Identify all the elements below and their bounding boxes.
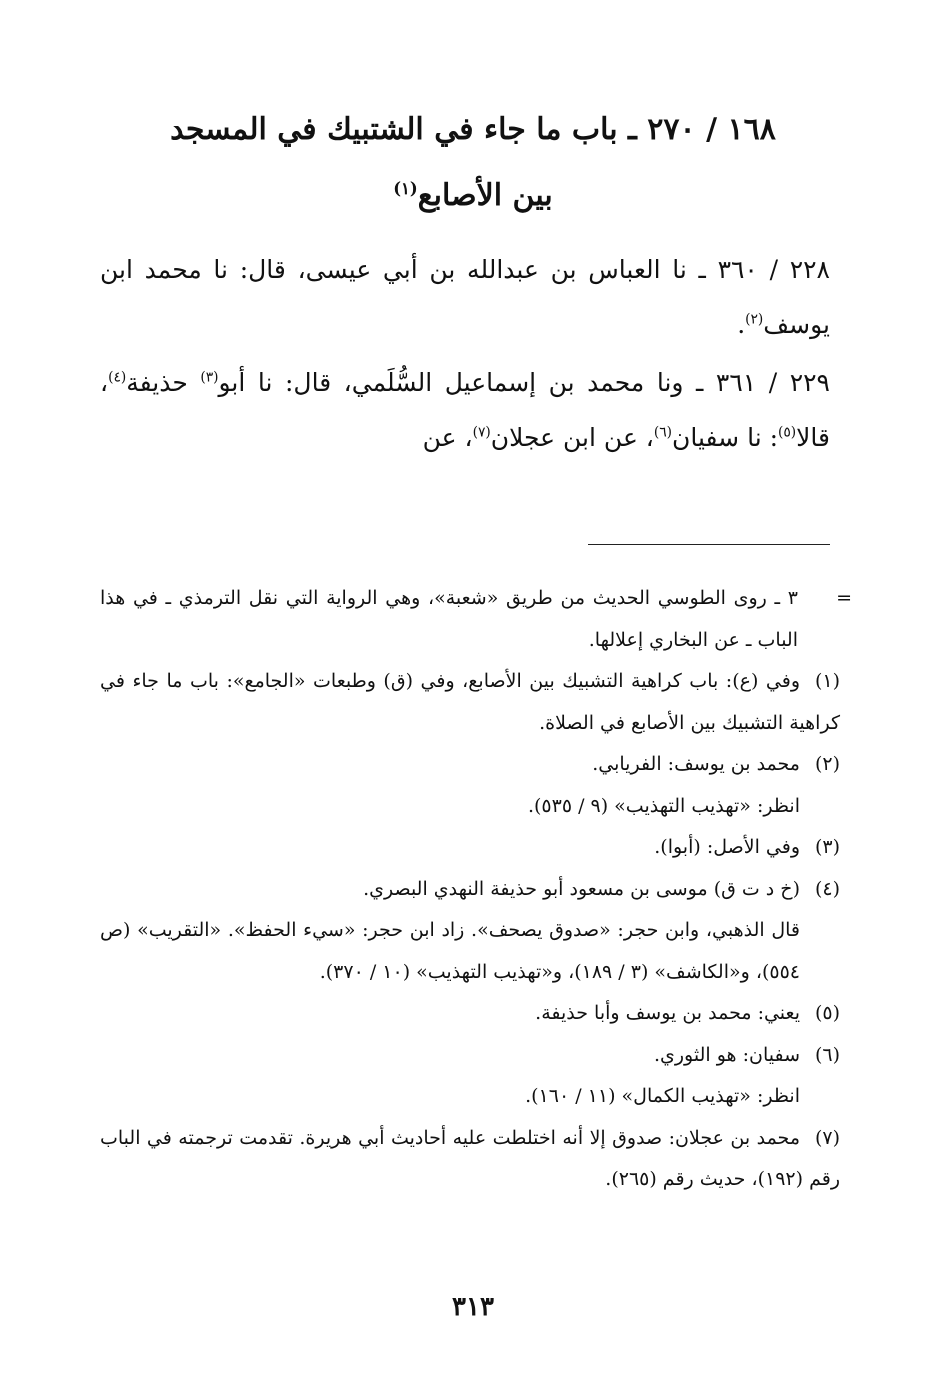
- hadith-text: ٢٢٩ / ٣٦١ ـ ونا محمد بن إسماعيل السُّلَمي، قال: نا أبو: [218, 368, 830, 397]
- footnote-ref: (٤): [108, 369, 127, 386]
- footnote-6: [100, 1035, 840, 1077]
- hadith-text: ٢٢٨ / ٣٦٠ ـ نا العباس بن عبدالله بن أبي عيسى، قال: نا محمد ابن يوسف: [100, 255, 830, 339]
- footnote-ref: (٣): [200, 369, 219, 386]
- continuation-mark: =: [836, 587, 852, 609]
- footnote-ref: (٥): [778, 424, 797, 441]
- hadith-text: : نا سفيان: [672, 423, 779, 452]
- chapter-title-text-2: بين الأصابع: [417, 178, 553, 213]
- hadith-text: ، عن: [422, 423, 473, 452]
- footnote-number: (٥): [814, 1002, 840, 1024]
- page-number: ٣١٣: [452, 1292, 494, 1322]
- footnote-separator: [588, 544, 830, 545]
- footnote-text: انظر: «تهذيب الكمال» (١١ / ١٦٠).: [525, 1085, 800, 1107]
- footnote-4-ref: [100, 910, 840, 993]
- footnote-number: (٧): [814, 1126, 840, 1149]
- footnote-number: (٢): [814, 753, 840, 775]
- hadith-228: [100, 242, 830, 352]
- footnote-number: (٦): [814, 1043, 840, 1066]
- footnote-text: قال الذهبي، وابن حجر: «صدوق يصحف». زاد ابن حجر: «سيء الحفظ». «التقريب» (ص ٥٥٤)، و«الكاشف» (٣ / ١٨٩)، و«تهذيب التهذيب» (١٠ / ٣٧٠).: [100, 919, 800, 983]
- footnote-text: ٣ ـ روى الطوسي الحديث من طريق «شعبة»، وهي الرواية التي نقل الترمذي ـ في هذا الباب ـ عن البخاري إعلالها.: [100, 587, 798, 651]
- footnote-text: وفي (ع): باب كراهية التشبيك بين الأصابع، وفي (ق) وطبعات «الجامع»: باب ما جاء في كراهية التشبيك بين الأصابع في الصلاة.: [100, 670, 840, 734]
- footnote-3: [100, 827, 840, 869]
- footnote-text: محمد بن عجلان: صدوق إلا أنه اختلطت عليه أحاديث أبي هريرة. تقدمت ترجمته في الباب رقم (١٩٢)، حديث رقم (٢٦٥).: [100, 1126, 840, 1190]
- footnote-text: يعني: محمد بن يوسف وأبا حذيفة.: [535, 1002, 800, 1024]
- footnote-1: [100, 661, 840, 744]
- footnote-number: (٤): [814, 877, 840, 900]
- chapter-title-line-1: [150, 112, 796, 148]
- footnote-number: (٣): [814, 836, 840, 858]
- footnote-5: [100, 993, 840, 1035]
- footnote-text: (خ د ت ق) موسى بن مسعود أبو حذيفة النهدي البصري.: [363, 877, 800, 900]
- footnote-2-ref: [100, 786, 840, 828]
- footnote-4: [100, 869, 840, 911]
- chapter-title-line-2: [150, 178, 796, 214]
- hadith-229: [100, 355, 830, 465]
- footnote-2: [100, 744, 840, 786]
- chapter-title-text: ١٦٨ / ٢٧٠ ـ باب ما جاء في الشتبيك في المسجد: [170, 112, 776, 147]
- footnote-7: [100, 1118, 840, 1201]
- hadith-text: ، عن ابن عجلان: [490, 423, 654, 452]
- footnote-number: (١): [814, 670, 840, 692]
- footnote-ref: (١): [393, 179, 418, 198]
- footnote-ref: (٢): [745, 311, 764, 328]
- footnote-text: انظر: «تهذيب التهذيب» (٩ / ٥٣٥).: [527, 794, 800, 817]
- footnote-ref: (٧): [472, 424, 491, 441]
- footnote-text: وفي الأصل: (أبوا).: [654, 836, 800, 858]
- footnote-6-ref: [100, 1076, 840, 1118]
- footnote-text: محمد بن يوسف: الفريابي.: [592, 753, 800, 775]
- hadith-text: حذيفة: [126, 368, 201, 397]
- hadith-text: ، قالا: [100, 368, 830, 452]
- hadith-text: .: [737, 310, 746, 339]
- footnote-continuation: [100, 578, 852, 661]
- footnote-text: سفيان: هو الثوري.: [653, 1043, 800, 1066]
- footnote-ref: (٦): [653, 424, 673, 441]
- footnotes: [100, 578, 852, 1201]
